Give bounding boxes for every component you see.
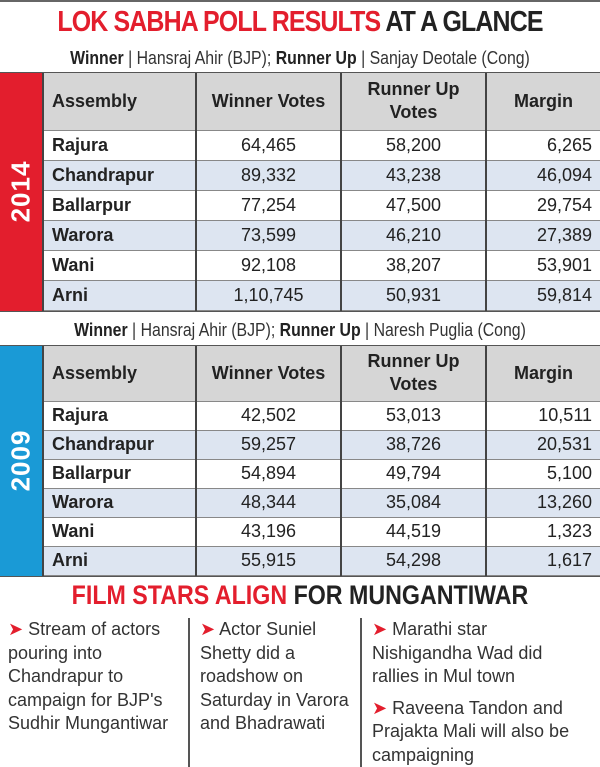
margin-cell: 6,265 <box>486 130 600 160</box>
assembly-cell: Arni <box>43 546 196 575</box>
runner-label: Runner Up <box>279 320 361 340</box>
arrow-icon: ➤ <box>372 619 388 639</box>
winner-name: Hansraj Ahir (BJP); <box>136 48 272 68</box>
subtitle-2014: Winner | Hansraj Ahir (BJP); Runner Up | Sanjay Deotale (Cong) <box>70 48 530 68</box>
film-col-3 <box>360 618 600 767</box>
year-label: 2009 <box>5 429 36 492</box>
table-row <box>43 160 600 190</box>
table-row <box>43 250 600 280</box>
year-label: 2014 <box>5 160 36 223</box>
table-row <box>43 517 600 546</box>
margin-cell: 20,531 <box>486 430 600 459</box>
winner-votes-cell: 42,502 <box>196 401 341 430</box>
assembly-cell: Wani <box>43 250 196 280</box>
margin-cell: 5,100 <box>486 459 600 488</box>
assembly-cell: Chandrapur <box>43 430 196 459</box>
winner-votes-cell: 59,257 <box>196 430 341 459</box>
runner-up-votes-cell: 46,210 <box>341 220 486 250</box>
winner-votes-cell: 89,332 <box>196 160 341 190</box>
column-header: Assembly <box>43 346 196 401</box>
results-table-2014 <box>42 73 600 311</box>
results-table-2009 <box>42 346 600 576</box>
winner-name: Hansraj Ahir (BJP); <box>140 320 276 340</box>
header-row <box>43 346 600 401</box>
runner-up-votes-cell: 44,519 <box>341 517 486 546</box>
bullet-text: Stream of actors pouring into Chandrapur to campaign for BJP's Sudhir Mungantiwar <box>8 619 169 733</box>
winner-votes-cell: 77,254 <box>196 190 341 220</box>
assembly-cell: Wani <box>43 517 196 546</box>
arrow-icon: ➤ <box>372 697 388 718</box>
column-header: Runner Up Votes <box>341 73 486 130</box>
winner-votes-cell: 92,108 <box>196 250 341 280</box>
film-heading-red: FILM STARS ALIGN <box>71 580 288 610</box>
runner-up-votes-cell: 47,500 <box>341 190 486 220</box>
runner-name: Sanjay Deotale (Cong) <box>369 48 530 68</box>
header-row <box>43 73 600 130</box>
runner-up-votes-cell: 35,084 <box>341 488 486 517</box>
runner-up-votes-cell: 50,931 <box>341 280 486 310</box>
winner-votes-cell: 1,10,745 <box>196 280 341 310</box>
table-row <box>43 488 600 517</box>
assembly-cell: Rajura <box>43 130 196 160</box>
assembly-cell: Warora <box>43 488 196 517</box>
column-header: Margin <box>486 346 600 401</box>
film-heading-black: FOR MUNGANTIWAR <box>293 580 529 610</box>
runner-up-votes-cell: 49,794 <box>341 459 486 488</box>
winner-votes-cell: 55,915 <box>196 546 341 575</box>
assembly-cell: Warora <box>43 220 196 250</box>
film-heading <box>42 580 558 611</box>
margin-cell: 46,094 <box>486 160 600 190</box>
winner-votes-cell: 48,344 <box>196 488 341 517</box>
film-col-1 <box>8 618 188 767</box>
arrow-icon: ➤ <box>8 619 24 639</box>
table-2014-section <box>0 72 600 312</box>
winner-votes-cell: 54,894 <box>196 459 341 488</box>
runner-up-votes-cell: 54,298 <box>341 546 486 575</box>
table-row <box>43 220 600 250</box>
table-row <box>43 546 600 575</box>
table-row <box>43 401 600 430</box>
table-row <box>43 190 600 220</box>
column-header: Assembly <box>43 73 196 130</box>
title-black: AT A GLANCE <box>385 6 543 38</box>
column-header: Winner Votes <box>196 346 341 401</box>
margin-cell: 1,323 <box>486 517 600 546</box>
arrow-icon: ➤ <box>200 619 216 639</box>
margin-cell: 10,511 <box>486 401 600 430</box>
winner-votes-cell: 73,599 <box>196 220 341 250</box>
assembly-cell: Rajura <box>43 401 196 430</box>
runner-up-votes-cell: 38,726 <box>341 430 486 459</box>
title-red: LOK SABHA POLL RESULTS <box>57 6 381 38</box>
winner-votes-cell: 64,465 <box>196 130 341 160</box>
margin-cell: 1,617 <box>486 546 600 575</box>
table-2009-section <box>0 345 600 577</box>
table-row <box>43 459 600 488</box>
runner-label: Runner Up <box>275 48 357 68</box>
film-columns <box>8 618 600 767</box>
runner-up-votes-cell: 53,013 <box>341 401 486 430</box>
margin-cell: 27,389 <box>486 220 600 250</box>
bullet-text: Raveena Tandon and Prajakta Mali will also be campaigning <box>372 697 570 765</box>
margin-cell: 59,814 <box>486 280 600 310</box>
winner-label: Winner <box>70 48 124 68</box>
runner-up-votes-cell: 43,238 <box>341 160 486 190</box>
bullet-text: Marathi star Nishigandha Wad did rallies in Mul town <box>372 619 543 686</box>
assembly-cell: Ballarpur <box>43 459 196 488</box>
page-title <box>42 6 558 39</box>
column-header: Winner Votes <box>196 73 341 130</box>
bullet-text: Actor Suniel Shetty did a roadshow on Saturday in Varora and Bhadrawati <box>200 619 349 733</box>
runner-up-votes-cell: 38,207 <box>341 250 486 280</box>
column-header: Margin <box>486 73 600 130</box>
runner-up-votes-cell: 58,200 <box>341 130 486 160</box>
column-header: Runner Up Votes <box>341 346 486 401</box>
subtitle-2009: Winner | Hansraj Ahir (BJP); Runner Up | Naresh Puglia (Cong) <box>74 320 526 340</box>
winner-votes-cell: 43,196 <box>196 517 341 546</box>
margin-cell: 29,754 <box>486 190 600 220</box>
film-col-2 <box>188 618 360 767</box>
year-band-2009 <box>0 346 42 576</box>
assembly-cell: Chandrapur <box>43 160 196 190</box>
table-row <box>43 430 600 459</box>
year-band-2014 <box>0 73 42 311</box>
margin-cell: 53,901 <box>486 250 600 280</box>
runner-name: Naresh Puglia (Cong) <box>373 320 526 340</box>
table-row <box>43 280 600 310</box>
margin-cell: 13,260 <box>486 488 600 517</box>
assembly-cell: Arni <box>43 280 196 310</box>
table-row <box>43 130 600 160</box>
assembly-cell: Ballarpur <box>43 190 196 220</box>
winner-label: Winner <box>74 320 128 340</box>
